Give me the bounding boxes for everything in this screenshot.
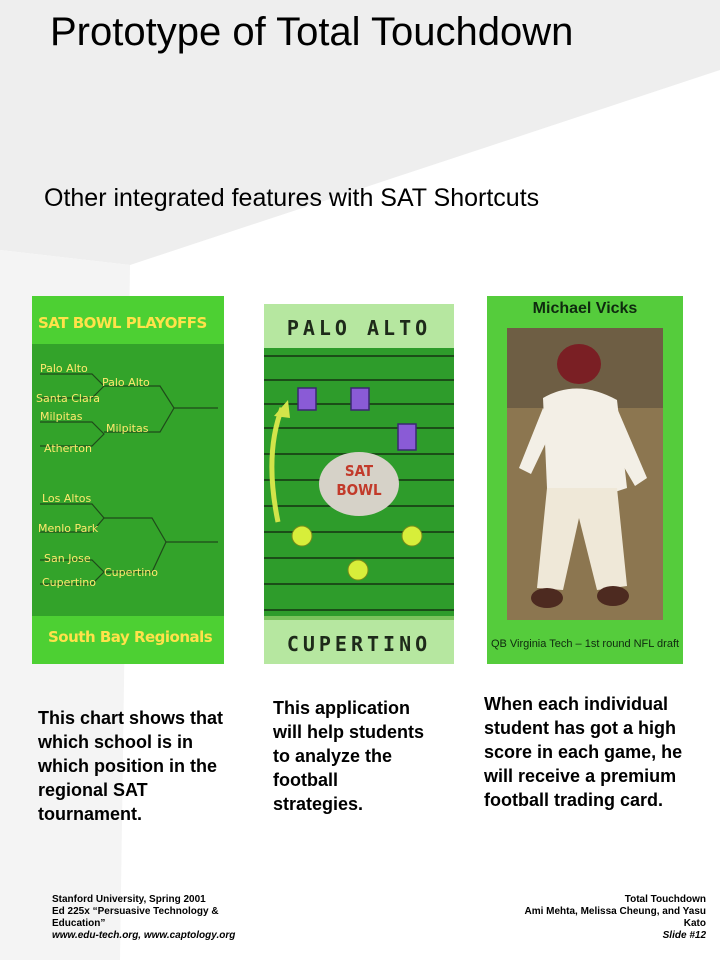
- card-caption: QB Virginia Tech – 1st round NFL draft: [490, 638, 680, 650]
- bracket-team: San Jose: [44, 552, 91, 565]
- card-description: When each individual student has got a high score in each game, he will receive a premium football trading card.: [484, 694, 683, 810]
- bracket-footer: [32, 616, 224, 664]
- bracket-team: Cupertino: [42, 576, 96, 589]
- slide-number: Slide #12: [662, 930, 706, 941]
- top-team-label: PALO ALTO: [286, 316, 432, 340]
- footer-course: Ed 225x “Persuasive Technology & Education”: [52, 906, 219, 929]
- bottom-team-label: CUPERTINO: [286, 632, 432, 656]
- footer-websites: www.edu-tech.org, www.captology.org: [52, 930, 236, 941]
- bracket-header-text: SAT BOWL PLAYOFFS: [38, 314, 207, 332]
- bracket-team: Palo Alto: [40, 362, 88, 375]
- footer-project: Total Touchdown: [624, 894, 706, 905]
- footer-university: Stanford University, Spring 2001: [52, 894, 206, 905]
- player-photo: [507, 328, 663, 620]
- bracket-lines: [32, 296, 224, 664]
- bracket-team: Santa Clara: [36, 392, 100, 405]
- sat-bowl-line1: SAT: [344, 462, 374, 480]
- trading-card-image: [487, 296, 683, 664]
- bracket-team-round2: Palo Alto: [102, 376, 150, 389]
- bracket-team: Los Altos: [42, 492, 92, 505]
- footer-authors: Ami Mehta, Melissa Cheung, and Yasu Kato: [524, 906, 706, 929]
- field-bottom-band: [264, 620, 454, 664]
- slide-title: Prototype of Total Touchdown: [50, 10, 574, 54]
- bracket-team-round2: Cupertino: [104, 566, 158, 579]
- bracket-footer-text: South Bay Regionals: [48, 628, 213, 646]
- bracket-team-round2: Milpitas: [106, 422, 149, 435]
- field-description: This application will help students to analyze the football strategies.: [273, 698, 425, 814]
- football-field-image: [264, 304, 454, 664]
- bracket-team: Menlo Park: [38, 522, 99, 535]
- bracket-team: Atherton: [44, 442, 92, 455]
- bracket-description: This chart shows that which school is in which position in the regional SAT tournament.: [38, 708, 224, 824]
- slide-subtitle: Other integrated features with SAT Shortcuts: [44, 184, 540, 212]
- footer-right: [506, 894, 706, 942]
- player-name: Michael Vicks: [532, 300, 638, 317]
- bracket-team: Milpitas: [40, 410, 83, 423]
- playoff-bracket-image: [32, 296, 224, 664]
- sat-bowl-line2: BOWL: [336, 481, 382, 499]
- footer-left: [52, 894, 262, 942]
